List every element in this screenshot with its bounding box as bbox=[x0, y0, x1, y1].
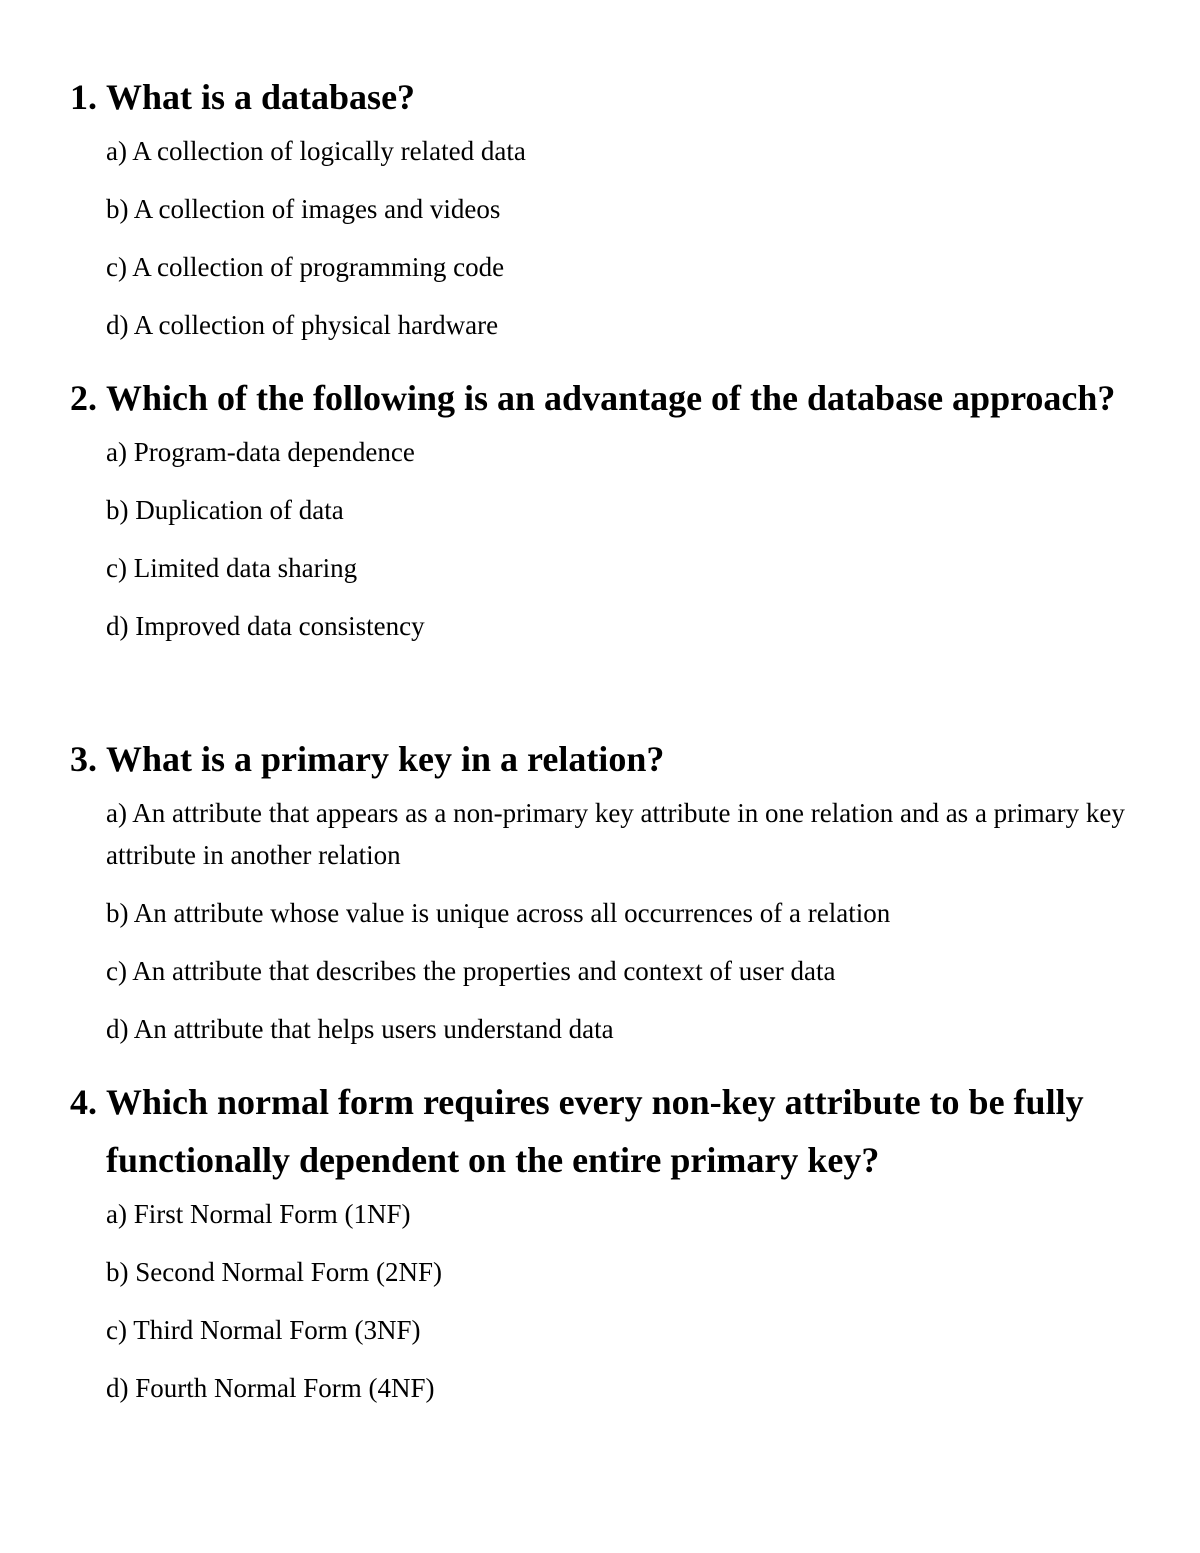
question-3 bbox=[70, 730, 1140, 1066]
question-text: Which normal form requires every non-key attribute to be fully functionally dependent on the entire primary key? bbox=[106, 1082, 1084, 1180]
option-b: b) A collection of images and videos bbox=[106, 194, 501, 224]
option-b: b) Duplication of data bbox=[106, 495, 344, 525]
question-text: Which of the following is an advantage of the database approach? bbox=[106, 378, 1116, 418]
question-1 bbox=[70, 68, 1140, 362]
option-c: c) An attribute that describes the properties and context of user data bbox=[106, 956, 836, 986]
option-a: a) Program-data dependence bbox=[106, 437, 415, 467]
question-number: 3. bbox=[70, 739, 97, 779]
option-a: a) An attribute that appears as a non-primary key attribute in one relation and as a primary key attribute in another relation bbox=[106, 798, 1125, 870]
question-2-heading bbox=[70, 369, 1140, 427]
question-text: What is a database? bbox=[106, 77, 416, 117]
option-b: b) An attribute whose value is unique across all occurrences of a relation bbox=[106, 898, 891, 928]
question-1-heading bbox=[70, 68, 1140, 126]
option-c: c) Limited data sharing bbox=[106, 553, 358, 583]
question-number: 1. bbox=[70, 77, 97, 117]
question-number: 2. bbox=[70, 378, 97, 418]
answer-options bbox=[70, 130, 1140, 346]
option-d: d) Fourth Normal Form (4NF) bbox=[106, 1373, 435, 1403]
question-4-heading bbox=[70, 1073, 1140, 1189]
option-a: a) First Normal Form (1NF) bbox=[106, 1199, 411, 1229]
option-a: a) A collection of logically related data bbox=[106, 136, 526, 166]
option-c: c) A collection of programming code bbox=[106, 252, 505, 282]
answer-options bbox=[70, 1193, 1140, 1409]
question-2 bbox=[70, 369, 1140, 663]
question-number: 4. bbox=[70, 1082, 97, 1122]
option-b: b) Second Normal Form (2NF) bbox=[106, 1257, 442, 1287]
question-3-heading bbox=[70, 730, 1140, 788]
option-c: c) Third Normal Form (3NF) bbox=[106, 1315, 421, 1345]
option-d: d) A collection of physical hardware bbox=[106, 310, 499, 340]
answer-options bbox=[70, 792, 1140, 1050]
question-text: What is a primary key in a relation? bbox=[106, 739, 665, 779]
option-d: d) Improved data consistency bbox=[106, 611, 425, 641]
answer-options bbox=[70, 431, 1140, 647]
option-d: d) An attribute that helps users understand data bbox=[106, 1014, 614, 1044]
question-4 bbox=[70, 1073, 1140, 1425]
